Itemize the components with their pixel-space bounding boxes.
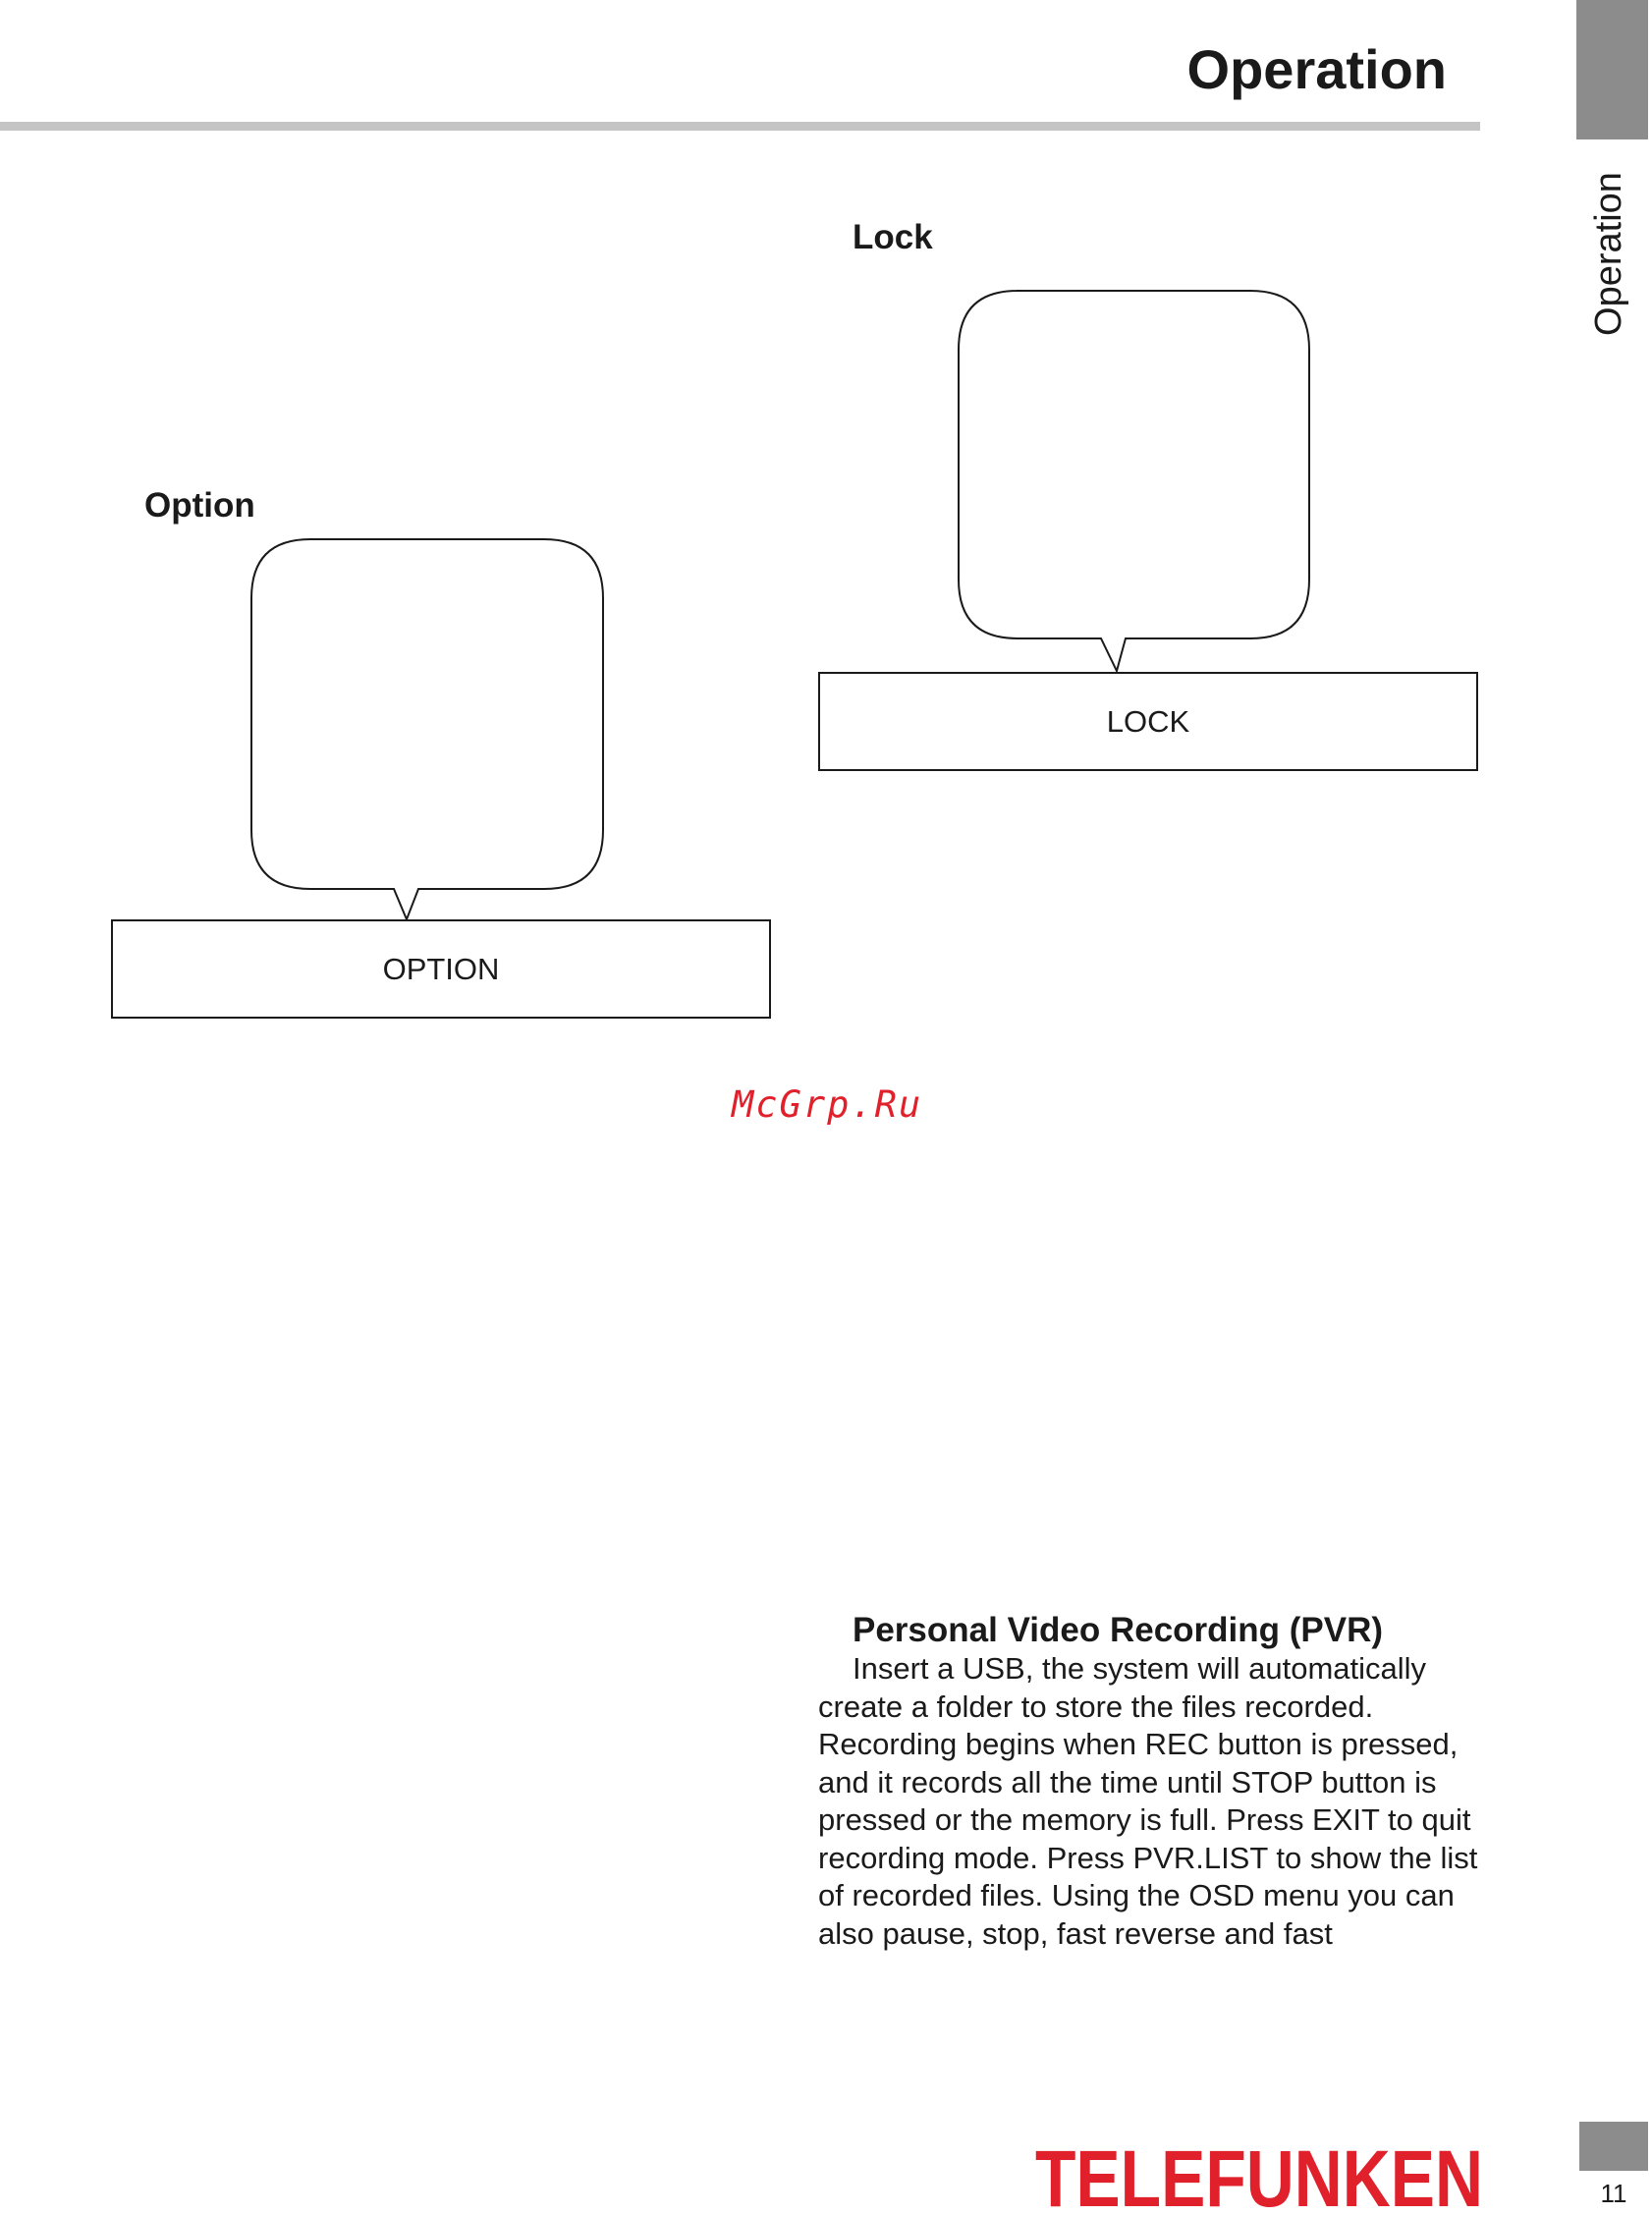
- option-key-box: [111, 919, 771, 1019]
- lock-menu-callout: [958, 290, 1311, 673]
- lock-heading: Lock: [853, 218, 933, 256]
- option-key-label: OPTION: [382, 951, 500, 986]
- pvr-body-text: Insert a USB, the system will automatically create a folder to store the files recorded. Recording begins when REC button is pressed, and it records all the time until STOP button is pressed or the memory is full. Press EXIT to quit recording mode. Press PVR.LIST to show the list of recorded files. Using the OSD menu you can also pause, stop, fast reverse and fast: [818, 1651, 1478, 1951]
- watermark: McGrp.Ru: [732, 1083, 923, 1126]
- option-heading: Option: [144, 486, 255, 525]
- lock-key-box: [818, 672, 1478, 771]
- brand-name: TELEFUNKEN: [1035, 2134, 1483, 2215]
- header-divider: [0, 122, 1480, 131]
- side-tab-text: Operation: [1587, 171, 1629, 336]
- page-title: Operation: [1186, 38, 1447, 100]
- side-tab-label: [1566, 165, 1652, 342]
- telefunken-logo: [1033, 2134, 1485, 2215]
- option-menu-callout: [250, 538, 606, 921]
- side-tab-marker: [1576, 0, 1648, 139]
- pvr-heading: Personal Video Recording (PVR): [853, 1611, 1384, 1649]
- lock-key-label: LOCK: [1106, 703, 1190, 739]
- page-number: 11: [1600, 2179, 1627, 2208]
- page-number-marker: [1579, 2122, 1648, 2171]
